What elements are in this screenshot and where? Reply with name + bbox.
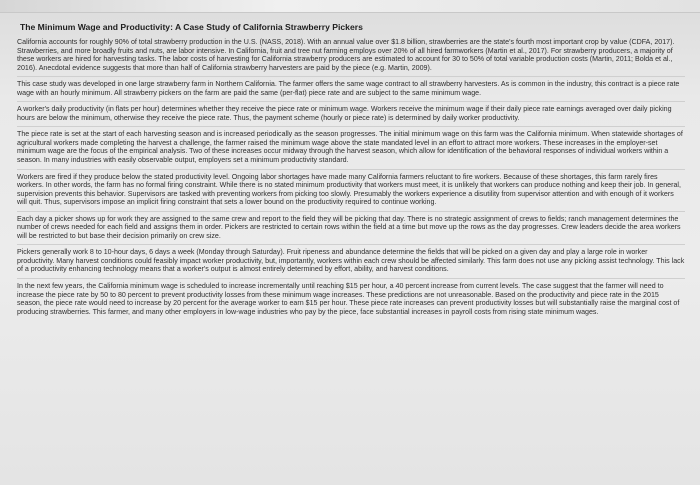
divider — [17, 101, 685, 102]
paragraph-4: The piece rate is set at the start of each harvesting season and is increased periodically as the season progresses. The initial minimum wage on this farm was the California minimum. When statewide shortages of agricultural workers made completing the harvest a challenge, the farmer raised the minimum wage above the state mandated level in an effort to attract more workers. These increases in the employer-set minimum wage are the focus of the empirical analysis. Two of these increases occur midway through the harvest season, which allow for identification of the behavioral responses of individual workers within a season. In many industries with easily observable output, employers set a minimum productivity standard. — [17, 130, 683, 165]
divider — [17, 169, 685, 170]
paragraph-5: Workers are fired if they produce below the stated productivity level. Ongoing labor shortages have made many California farmers reluctant to fire workers. Because of these shortages, this farm rarely fires workers. In other words, the farm has no formal firing constraint. While there is no stated minimum productivity that workers must meet, it is unlikely that workers can produce nothing and keep their job. In general, supervision prevents this behavior. Supervisors are tasked with preventing workers from picking too slowly. Presumably the workers experience a disutility from supervisor attention and with enough of it workers will quit. Thus, supervisors impose an implicit firing constraint that sets a lower bound on the productivity required to continue working. — [17, 172, 681, 207]
divider — [17, 126, 685, 127]
paragraph-2: This case study was developed in one large strawberry farm in Northern California. The farmer offers the same wage contract to all strawberry harvesters. As is common in the industry, this contract is a piece rate wage with an hourly minimum. All strawberry pickers on the farm are paid the same (per-flat) piece rate and are subject to the same minimum wage. — [17, 80, 680, 97]
paragraph-3: A worker's daily productivity (in flats per hour) determines whether they receive the piece rate or minimum wage. Workers receive the minimum wage if their daily piece rate earnings averaged over daily picking hours are below the minimum, otherwise they receive the piece rate. Thus, the payment scheme (hourly or piece rate) is determined by daily worker productivity. — [17, 105, 672, 122]
divider — [17, 211, 685, 212]
document-title: The Minimum Wage and Productivity: A Case Study of California Strawberry Pickers — [20, 22, 363, 32]
paragraph-7: Pickers generally work 8 to 10-hour days, 6 days a week (Monday through Saturday). Fruit ripeness and abundance determine the fields that will be picked on a given day and play a large role in worker productivity. Many harvest conditions could feasibly impact worker productivity, but, importantly, workers within each crew should be affected similarly. This farm does not use any picking assist technology. This lack of a productivity enhancing technology means that a worker's output is almost entirely determined by effort, ability, and harvest conditions. — [17, 248, 685, 274]
divider — [17, 244, 685, 245]
paragraph-6: Each day a picker shows up for work they are assigned to the same crew and report to the field they will be picking that day. There is no strategic assignment of crews to fields; ranch management determines the number of crews needed for each field and assigns them in order. Pickers are restricted to certain rows within the field at a time but move up the rows as the day progresses. Crew leaders decide the area workers will be restricted to but base their decision primarily on crew size. — [17, 214, 681, 240]
previous-page-strip — [0, 0, 700, 13]
paragraph-1: California accounts for roughly 90% of total strawberry production in the U.S. (NASS, 2018). With an annual value over $1.8 billion, strawberries are the state's fourth most important crop by value (CDFA, 2017). Strawberries, and more broadly fruits and nuts, are labor intensive. In California, fruit and tree nut farming employs over 20% of all hired farmworkers (Martin et al., 2017). For strawberry producers, a majority of these workers are hired for harvesting tasks. The labor costs of harvesting for California strawberry producers are estimated to account for 30 to 50% of total variable production costs (Martin, 2011; Bolda et al., 2016). Anecdotal evidence suggests that more than half of California strawberry harvesters are paid by the piece (e.g. Martin, 2009). — [17, 38, 675, 72]
document-body — [17, 22, 685, 320]
paragraph-8: In the next few years, the California minimum wage is scheduled to increase incrementally until reaching $15 per hour, a 40 percent increase from current levels. The case suggest that the farmer will need to increase the piece rate by 50 to 80 percent to prevent productivity losses from these minimum wage increases. These predictions are not unreasonable. Based on the productivity and piece rate in the 2015 season, the piece rate would need to increase by 20 percent for the average worker to earn $15 per hour. These piece rate increases can prevent productivity losses but will substantially raise the marginal cost of producing strawberries. This farmer, and many other employers in low-wage industries who pay by the piece, face substantial increases in payroll costs from rising state minimum wages. — [17, 282, 680, 316]
divider — [17, 76, 685, 77]
divider — [17, 278, 685, 279]
